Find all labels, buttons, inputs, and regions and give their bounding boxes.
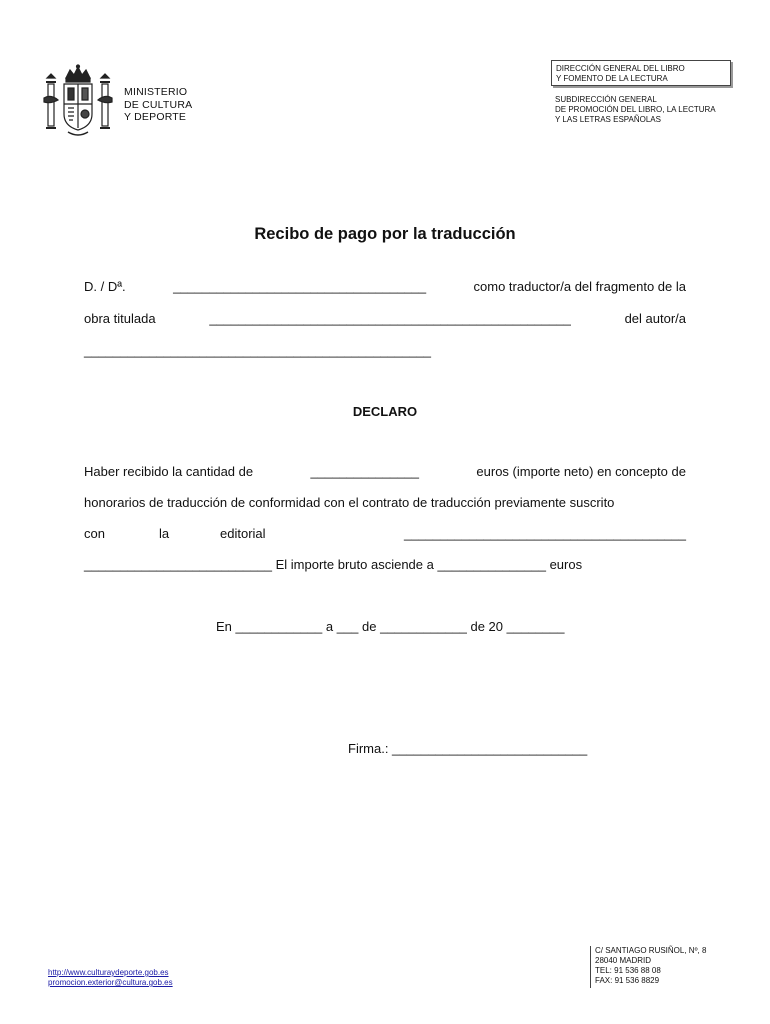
- work-title-line: [84, 311, 686, 326]
- amount-blank[interactable]: _______________: [310, 464, 419, 479]
- author-label: del autor/a: [624, 311, 686, 326]
- amount-concept-text: euros (importe neto) en concepto de: [476, 464, 686, 479]
- euros-label: euros: [549, 557, 583, 572]
- date-line[interactable]: En ____________ a ___ de ____________ de 20 ________: [216, 619, 565, 634]
- directorate-box: [551, 60, 731, 86]
- ministry-line: Y DEPORTE: [124, 111, 187, 123]
- work-title-label: obra titulada: [84, 311, 156, 326]
- address-line: FAX: 91 536 8829: [595, 976, 660, 985]
- document-title: Recibo de pago por la traducción: [254, 225, 516, 243]
- email-link[interactable]: promocion.exterior@cultura.gob.es: [48, 978, 173, 987]
- directorate-line: DIRECCIÓN GENERAL DEL LIBRO: [556, 64, 685, 73]
- author-name-blank[interactable]: ________________________________________________: [84, 343, 432, 358]
- gross-amount-blank[interactable]: _______________: [437, 557, 546, 572]
- publisher-name-blank[interactable]: __________________________: [84, 557, 272, 572]
- signature-line[interactable]: Firma.: ___________________________: [348, 741, 588, 756]
- subdirectorate-line: DE PROMOCIÓN DEL LIBRO, LA LECTURA: [555, 105, 716, 114]
- publisher-blank[interactable]: _______________________________________: [404, 526, 686, 541]
- subdirectorate-line: SUBDIRECCIÓN GENERAL: [555, 95, 657, 104]
- subdirectorate: [555, 95, 716, 125]
- translator-line: [84, 279, 686, 294]
- gross-amount-label: El importe bruto asciende a: [275, 557, 434, 572]
- ministry-line: MINISTERIO: [124, 86, 188, 98]
- honorarios-text: honorarios de traducción de conformidad con el contrato de traducción previamente suscrito: [84, 495, 615, 510]
- publisher-line: [84, 526, 686, 542]
- gross-amount-line: [84, 557, 582, 572]
- editorial-word: editorial: [220, 526, 266, 541]
- work-title-blank[interactable]: __________________________________________________: [209, 311, 571, 326]
- coat-of-arms-icon: [42, 64, 114, 138]
- footer-links: [48, 968, 173, 988]
- declaro-heading: DECLARO: [352, 404, 418, 419]
- website-link[interactable]: http://www.culturaydeporte.gob.es: [48, 968, 169, 977]
- address-line: 28040 MADRID: [595, 956, 652, 965]
- address-line: TEL: 91 536 88 08: [595, 966, 661, 975]
- translator-role-text: como traductor/a del fragmento de la: [473, 279, 686, 294]
- la-word: la: [159, 526, 170, 541]
- amount-label: Haber recibido la cantidad de: [84, 464, 254, 479]
- ministry-line: DE CULTURA: [124, 98, 193, 111]
- translator-name-blank[interactable]: ___________________________________: [173, 279, 427, 294]
- subdirectorate-line: Y LAS LETRAS ESPAÑOLAS: [555, 115, 661, 124]
- translator-label: D. / Dª.: [84, 279, 126, 294]
- con-word: con: [84, 526, 105, 541]
- amount-line: [84, 464, 686, 479]
- ministry-name: [124, 86, 192, 124]
- footer-address: [590, 946, 706, 988]
- directorate-line: Y FOMENTO DE LA LECTURA: [556, 74, 668, 83]
- address-line: C/ SANTIAGO RUSIÑOL, Nº, 8: [595, 946, 707, 955]
